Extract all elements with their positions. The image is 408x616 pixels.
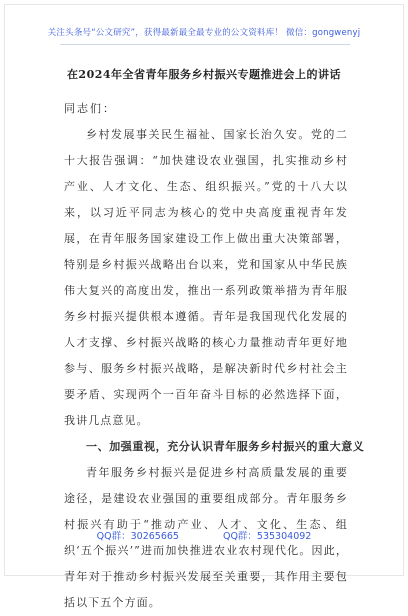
salutation: 同志们： [64, 102, 116, 115]
document-title: 在2024年全省青年服务乡村振兴专题推进会上的讲话 [66, 68, 342, 81]
footer-qq-group-1: QQ群：30265665 [96, 531, 179, 542]
footer [0, 528, 408, 542]
footer-qq-group-2: QQ群：535304092 [222, 531, 312, 542]
intro-paragraph: 乡村发展事关民生福祉、国家长治久安。党的二十大报告强调：“加快建设农业强国，扎实推动乡村产业、人才文化、生态、组织振兴。”党的十八大以来，以习近平同志为核心的党中央高度重视青年发展，在青年服务国家建设工作上做出重大决策部署，特别是乡村振兴战略出台以来，党和国家从中华民族伟大复兴的高度出发，推出一系列政策举措为青年服务乡村振兴提供根本遵循。青年是我国现代化发展的人才支撑、乡村振兴战略的核心力量推动青年更好地参与、服务乡村振兴战略，是解决新时代乡村社会主要矛盾、实现两个一百年奋斗目标的必然选择下面，我讲几点意见。 [64, 128, 348, 427]
section-heading-1: 一、加强重视，充分认识青年服务乡村振兴的重大意义 [86, 440, 365, 453]
header-divider [60, 44, 350, 45]
header-banner: 关注头条号“公文研究”，获得最新最全最专业的公文资料库！ 微信：gongwenyj [47, 28, 361, 38]
section-1-paragraph: 青年服务乡村振兴是促进乡村高质量发展的重要途径，是建设农业强国的重要组成部分。青年服务乡村振兴有助于“推动产业、人才、文化、生态、组织‘五个振兴’”进而加快推进农业农村现代化。因此，青年对于推动乡村振兴发展至关重要，其作用主要包括以下五个方面。 [64, 466, 348, 609]
